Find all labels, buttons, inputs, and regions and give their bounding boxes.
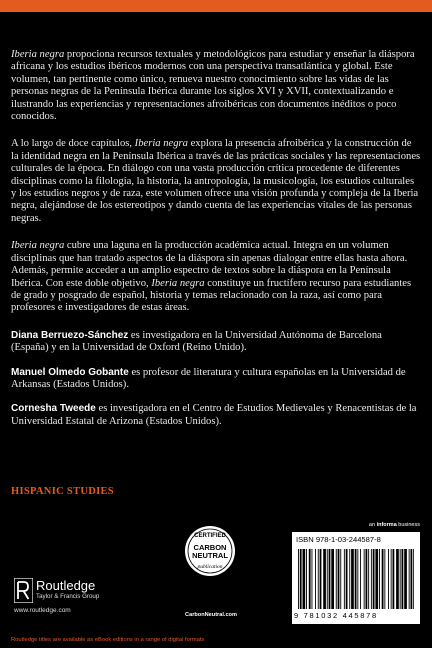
barcode-bar — [306, 549, 307, 609]
barcode-bar — [364, 549, 365, 609]
barcode-bar — [411, 549, 413, 609]
barcode-bar — [404, 549, 407, 609]
barcode-bar — [327, 549, 328, 609]
svg-text:publication: publication — [197, 564, 223, 570]
barcode-bar — [329, 549, 331, 609]
barcode-bar — [409, 549, 410, 609]
top-accent-bar — [0, 0, 432, 12]
carbon-neutral-icon — [183, 524, 237, 594]
paragraph-1: Iberia negra propociona recursos textuales y metodológicos para estudiar y enseñar la diáspora africana y los estudios ibéricos modernos con una perspectiva transatlántica y global. Este volumen, tan pertinente como único, renueva nuestro conocimiento sobre las vidas de las personas negras de la Península Ibérica durante los siglos XVI y XVII, contextualizando e ilustrando las experiencias y representaciones afroibéricas con documentos inéditos o poco conocidos. — [11, 49, 415, 123]
barcode-bar — [379, 549, 380, 609]
barcode-bar — [382, 549, 384, 609]
ebook-footer-note: Routledge titles are available as eBook editions in a range of digital formats — [11, 637, 205, 643]
barcode-bar — [388, 549, 389, 609]
barcode-bar — [355, 549, 357, 609]
barcode-bar — [331, 549, 334, 609]
barcode-bar — [357, 549, 358, 609]
barcode-bar — [396, 549, 399, 609]
barcode-bars — [298, 549, 414, 609]
barcode-bar — [368, 549, 369, 609]
publisher-name: Routledge — [36, 578, 96, 593]
carbon-neutral-seal — [180, 524, 240, 624]
barcode-block — [292, 522, 420, 624]
barcode-bar — [351, 549, 354, 609]
barcode-bar — [323, 549, 326, 609]
barcode-bar — [309, 549, 311, 609]
routledge-logo[interactable] — [14, 578, 174, 614]
barcode-bar — [393, 549, 395, 609]
barcode-bar — [303, 549, 306, 609]
carbon-neutral-url: CarbonNeutral.com — [185, 612, 237, 618]
barcode-bar — [300, 549, 302, 609]
subject-category: HISPANIC STUDIES — [11, 486, 114, 497]
barcode-bar — [402, 549, 404, 609]
barcode-bar — [366, 549, 368, 609]
barcode-bar — [373, 549, 375, 609]
barcode-bar — [338, 549, 340, 609]
barcode-bar — [298, 549, 299, 609]
author-bio: Cornesha Tweede es investigadora en el Centro de Estudios Medievales y Renacentistas de la Universidad Estatal de Arizona (Estados Unidos). — [11, 403, 417, 427]
informa-business-note: an informa business — [368, 522, 420, 528]
publisher-group: Taylor & Francis Group — [36, 593, 100, 600]
svg-text:NEUTRAL: NEUTRAL — [192, 551, 228, 560]
back-cover-text — [11, 49, 421, 440]
author-name: Manuel Olmedo Gobante — [11, 366, 129, 378]
svg-text:CERTIFIED: CERTIFIED — [194, 533, 226, 539]
publisher-url[interactable]: www.routledge.com — [14, 607, 71, 614]
barcode-bar — [400, 549, 401, 609]
author-name: Diana Berruezo-Sánchez — [11, 329, 129, 341]
barcode-bar — [391, 549, 392, 609]
barcode-bar — [340, 549, 341, 609]
barcode-bar — [336, 549, 337, 609]
paragraph-2: A lo largo de doce capítulos, Iberia negra explora la presencia afroibérica y la construcción de la identidad negra en la Península Ibérica a través de las prácticas sociales y las representaciones culturales de la época. En diálogo con una vasta producción crítica procedente de diferentes disciplinas como la filología, la historia, la antropología, la musicología, los estudios culturales y los estudios negros y de raza, este volumen ofrece una visión profunda y compleja de la Iberia negra, alejándose de los estereotipos y dando cuenta de las experiencias vitales de las personas negras. — [11, 138, 421, 224]
isbn-label: ISBN 978-1-03-244587-8 — [296, 535, 381, 544]
barcode-bar — [320, 549, 322, 609]
author-bio: Manuel Olmedo Gobante es profesor de literatura y cultura españolas en la Universidad de Arkansas (Estados Unidos). — [11, 366, 406, 390]
barcode-bar — [360, 549, 361, 609]
barcode-bar — [315, 549, 316, 609]
barcode-bar — [344, 549, 345, 609]
barcode-bar — [349, 549, 350, 609]
routledge-mark-icon — [14, 578, 33, 603]
barcode-bar — [375, 549, 378, 609]
author-name: Cornesha Tweede — [11, 403, 96, 415]
barcode-bar — [318, 549, 319, 609]
barcode-bar — [413, 549, 414, 609]
author-bio: Diana Berruezo-Sánchez es investigadora en la Universidad Autónoma de Barcelona (España) y en la Universidad de Oxford (Reino Unido). — [11, 329, 382, 354]
paragraph-3: Iberia negra cubre una laguna en la producción académica actual. Integra en un volumen disciplinas que han tratado aspectos de la diáspora sin apenas dialogar entre ellas hasta ahora. Además, permite acceder a un amplio espectro de textos sobre la diáspora en la Península Ibérica. Con este doble objetivo, Iberia negra constituye un fructífero recurso para estudiantes de grado y posgrado de español, historia y temas relacionado con la raza, así como para profesores e investigadores de estas áreas. — [11, 240, 412, 314]
barcode — [292, 532, 420, 624]
barcode-bar — [384, 549, 385, 609]
author-bios — [11, 330, 421, 428]
barcode-digits: 9 781032 445878 — [294, 611, 378, 620]
barcode-bar — [312, 549, 313, 609]
barcode-bar — [371, 549, 372, 609]
barcode-bar — [346, 549, 348, 609]
svg-text:CARBON: CARBON — [193, 543, 227, 552]
